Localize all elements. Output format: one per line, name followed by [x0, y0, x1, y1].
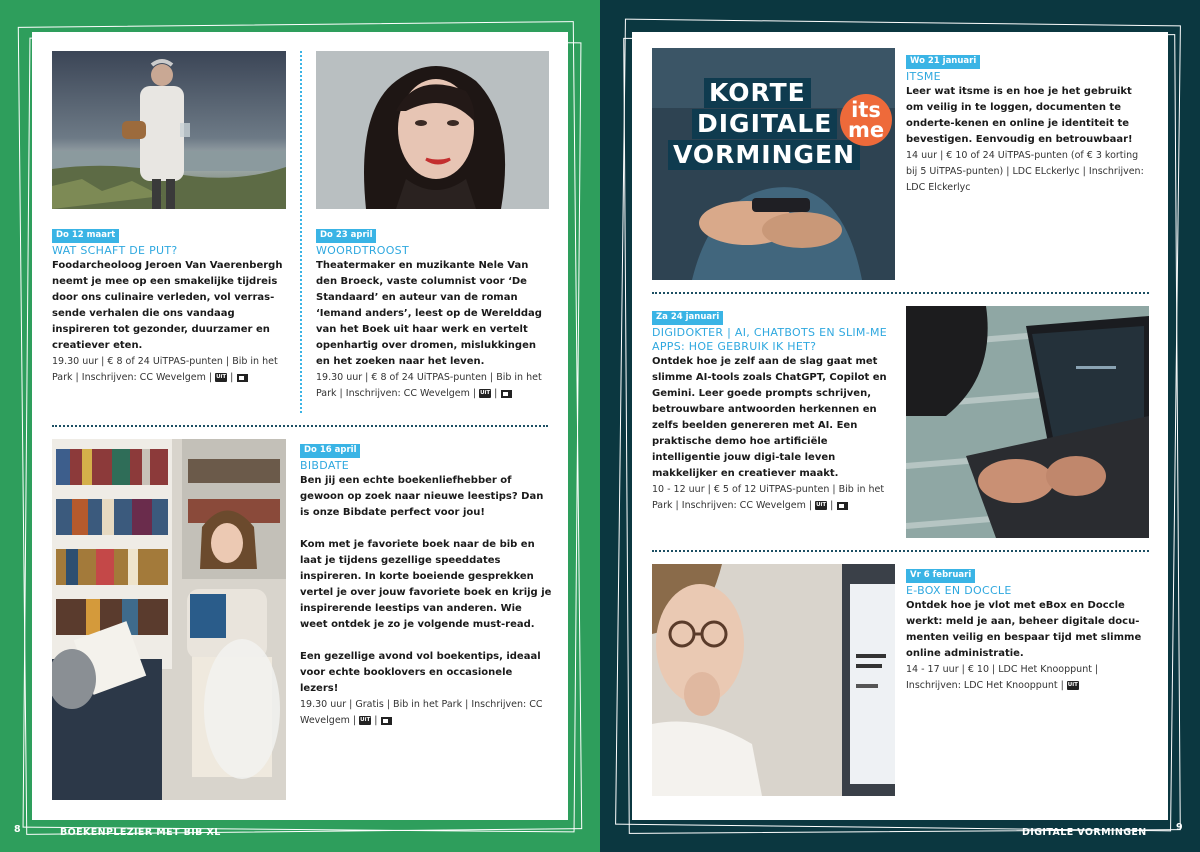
banner-line-1: KORTE: [704, 78, 811, 108]
ticket-flag-icon: [501, 390, 512, 398]
event-date-badge: Za 24 januari: [652, 311, 723, 325]
event-digidokter: [652, 304, 896, 514]
event-description-body: Kom met je favoriete boek naar de bib en laat je tijdens gezellige speeddates inspireren. In korte boeiende gesprekken vertel je over jouw favoriete boek en krijg je inspirerende leestips van anderen. Wie weet ontdek je zo je volgende must-read.: [300, 539, 552, 630]
right-paper: [632, 32, 1168, 820]
uitpas-icon: UiT: [816, 502, 827, 508]
event-meta-text: 19.30 uur | € 8 of 24 UiTPAS-punten | Bib in het Park | Inschrijven: CC Wevelgem |: [316, 372, 542, 399]
event-meta-text: 10 - 12 uur | € 5 of 12 UiTPAS-punten | Bib in het Park | Inschrijven: CC Wevelgem |: [652, 484, 885, 511]
event-title: WOORDTROOST: [316, 244, 409, 257]
event-photo-laptop-ai: [906, 306, 1149, 538]
event-photo-ebox-doccle: [652, 564, 895, 796]
event-description-intro: Ben jij een echte boekenliefhebber of gewoon op zoek naar nieuwe leestips? Dan is onze Bibdate perfect voor jou!: [300, 475, 544, 518]
event-title: DIGIDOKTER | AI, CHATBOTS EN SLIM-ME APPS: HOE GEBRUIK IK HET?: [652, 326, 888, 353]
event-date-badge: Vr 6 februari: [906, 569, 975, 583]
uitpas-icon: UiT: [360, 717, 371, 723]
banner-line-3: VORMINGEN: [668, 140, 860, 170]
event-photo-portrait-nele: [316, 51, 549, 209]
event-description: Ontdek hoe je zelf aan de slag gaat met slimme AI-tools zoals ChatGPT, Copilot en Gemini. Leer goede prompts schrijven, betrouwbare antwoorden herkennen en zelfs beelden genereren met AI. Een praktische demo hoe artificiële intelligentie jouw digi-tale leven makkelijker en creatiever maakt.: [652, 356, 887, 479]
page-number: 9: [1176, 822, 1184, 833]
ticket-flag-icon: [237, 374, 248, 382]
right-page: [600, 0, 1200, 852]
event-description: Theatermaker en muzikante Nele Van den Broeck, vaste columnist voor ‘De Standaard’ en auteur van de roman ‘Iemand anders’, leest op de Werelddag van het Boek uit haar werk en vertelt openhartig over dromen, mislukkingen en het zoeken naar het leven.: [316, 260, 542, 367]
horizontal-divider: [652, 292, 1149, 294]
event-title: ITSME: [906, 70, 941, 83]
footer-section-title: BOEKENPLEZIER MET BIB XL: [60, 827, 221, 838]
event-meta-text: 19.30 uur | Gratis | Bib in het Park | Inschrijven: CC Wevelgem |: [300, 699, 543, 726]
horizontal-divider: [652, 550, 1149, 552]
event-meta: 10 - 12 uur | € 5 of 12 UiTPAS-punten | Bib in het Park | Inschrijven: CC Wevelgem | UiT |: [652, 484, 885, 511]
event-bibdate: [300, 437, 552, 729]
itsme-logo-icon: its me: [840, 94, 892, 146]
event-description: Foodarcheoloog Jeroen Van Vaerenbergh neemt je mee op een smakelijke tijdreis door ons culinaire verleden, vol verras-sende verhalen die ons vandaag inspireren tot gezonder, duurzamer en creatiever eten.: [52, 260, 283, 351]
left-paper: [32, 32, 568, 820]
event-photo-food-archaeologist: [52, 51, 286, 209]
event-title: WAT SCHAFT DE PUT?: [52, 244, 178, 257]
uitpas-icon: UiT: [1067, 682, 1078, 688]
uitpas-icon: UiT: [480, 390, 491, 396]
event-meta: [906, 662, 1152, 694]
footer-section-title: DIGITALE VORMINGEN: [1022, 827, 1147, 838]
event-meta: 19.30 uur | Gratis | Bib in het Park | Inschrijven: CC Wevelgem | UiT |: [300, 699, 543, 726]
horizontal-divider: [52, 425, 548, 427]
uitpas-icon: UiT: [216, 374, 227, 380]
event-meta: 19.30 uur | € 8 of 24 UiTPAS-punten | Bib in het Park | Inschrijven: CC Wevelgem | UiT |: [316, 372, 542, 399]
event-photo-bibdate-library: [52, 439, 286, 800]
vertical-divider: [300, 51, 302, 413]
event-description: Leer wat itsme is en hoe je het gebruikt om veilig in te loggen, documenten te onderte-kenen en online je identiteit te bevestigen. Eenvoudig en betrouwbaar!: [906, 86, 1133, 145]
event-date-badge: Do 16 april: [300, 444, 360, 458]
ticket-flag-icon: [381, 717, 392, 725]
event-date-badge: Wo 21 januari: [906, 55, 980, 69]
event-description-outro: Een gezellige avond vol boekentips, ideaal voor echte booklovers en occasionele lezers!: [300, 651, 541, 694]
banner-korte-digitale-vormingen: [652, 48, 895, 280]
event-itsme: [906, 48, 1152, 196]
event-meta-text: 14 - 17 uur | € 10 | LDC Het Knooppunt | Inschrijven: LDC Het Knooppunt |: [906, 664, 1099, 691]
event-wat-schaft-de-put: [52, 222, 288, 386]
event-meta: 19.30 uur | € 8 of 24 UiTPAS-punten | Bib in het Park | Inschrijven: CC Wevelgem | UiT |: [52, 356, 278, 383]
event-date-badge: Do 12 maart: [52, 229, 119, 243]
event-meta: 14 uur | € 10 of 24 UiTPAS-punten (of € 3 korting bij 5 UiTPAS-punten) | LDC ELckerlyc | Inschrijven: LDC Elckerlyc: [906, 150, 1144, 193]
event-ebox-doccle: [906, 562, 1152, 694]
ticket-flag-icon: [837, 502, 848, 510]
event-woordtroost: [316, 222, 552, 402]
page-number: 8: [14, 824, 22, 835]
event-description: Ontdek hoe je vlot met eBox en Doccle werkt: meld je aan, beheer digitale docu-menten veilig en bespaar tijd met slimme online administratie.: [906, 600, 1142, 659]
event-title: E-BOX EN DOCCLE: [906, 584, 1012, 597]
event-date-badge: Do 23 april: [316, 229, 376, 243]
event-title: BIBDATE: [300, 459, 350, 472]
banner-line-2: DIGITALE: [692, 109, 837, 139]
event-meta-text: 19.30 uur | € 8 of 24 UiTPAS-punten | Bib in het Park | Inschrijven: CC Wevelgem |: [52, 356, 278, 383]
